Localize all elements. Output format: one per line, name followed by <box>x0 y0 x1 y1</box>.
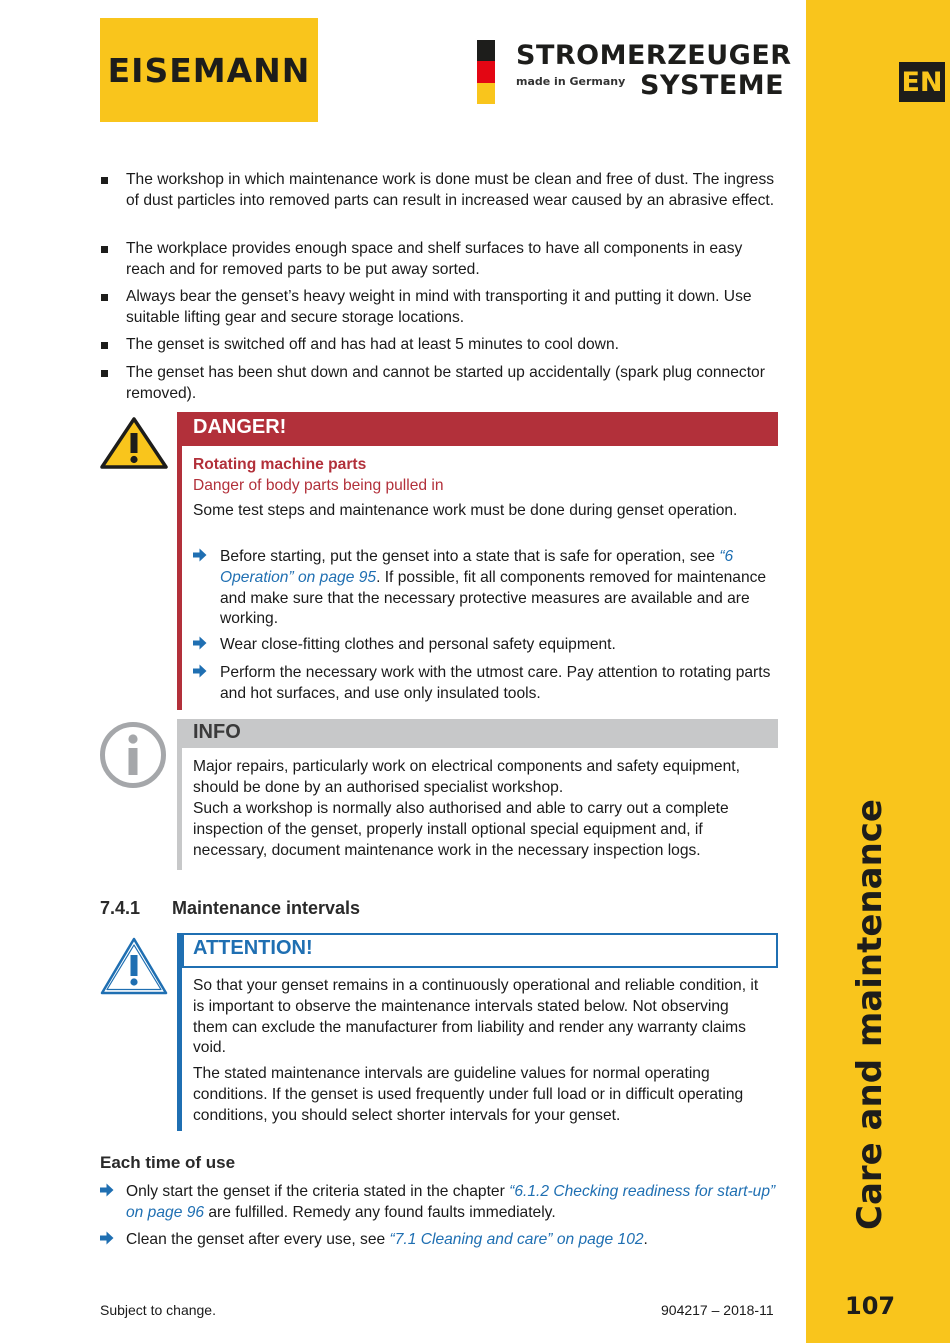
chapter-title: Care and maintenance <box>850 799 890 1230</box>
attention-triangle-icon <box>99 936 169 996</box>
footer-disclaimer: Subject to change. <box>100 1302 216 1318</box>
danger-step <box>193 635 773 656</box>
info-text-2: Such a workshop is normally also authorised and able to carry out a complete inspection of the genset, properly install optional special equipment and, if necessary, document maintenance work in the necessary inspection logs. <box>193 800 729 859</box>
each-use-item-text <box>126 1182 780 1224</box>
brand-line-2: SYSTEME <box>640 70 785 101</box>
info-header <box>182 719 778 748</box>
list-item-text: Always bear the genset’s heavy weight in mind with transporting it and putting it down. Use suitable lifting gear and secure storage locations. <box>126 288 752 326</box>
list-item-text: The genset is switched off and has had at least 5 minutes to cool down. <box>126 336 619 353</box>
info-text-1: Major repairs, particularly work on electrical components and safety equipment, should be done by an authorised specialist workshop. <box>193 758 740 796</box>
eisemann-logo <box>100 18 318 122</box>
list-item-text: The genset has been shut down and cannot be started up accidentally (spark plug connector removed). <box>126 364 765 402</box>
arrow-right-icon <box>100 1231 114 1245</box>
attention-header <box>182 933 778 968</box>
language-badge: EN <box>899 62 945 102</box>
list-item-text: The workplace provides enough space and shelf surfaces to have all components in easy reach and for removed parts to be put away sorted. <box>126 240 743 278</box>
german-flag-icon <box>477 40 495 104</box>
list-item <box>100 239 780 281</box>
attention-para-2: The stated maintenance intervals are guideline values for normal operating conditions. If the genset is used frequently under full load or in difficult operating conditions, you should select shorter intervals for your genset. <box>193 1065 744 1124</box>
each-use-item-text-b: . <box>643 1231 648 1248</box>
danger-step-text-b: . If possible, fit all components removed for maintenance and make sure that the necessary protective measures are available and are working. <box>220 568 767 628</box>
brand-line-1: STROMERZEUGER <box>516 40 792 71</box>
bullet-square-icon <box>101 294 108 301</box>
page-number: 107 <box>845 1292 896 1320</box>
bullet-square-icon <box>101 246 108 253</box>
section-number: 7.4.1 <box>100 898 141 918</box>
arrow-right-icon <box>193 664 207 678</box>
list-item <box>100 363 780 405</box>
list-item <box>100 170 780 212</box>
danger-step-text: Perform the necessary work with the utmost care. Pay attention to rotating parts and hot surfaces, and use only insulated tools. <box>220 664 771 702</box>
attention-title: ATTENTION! <box>193 937 313 959</box>
each-use-item-text-a: Only start the genset if the criteria stated in the chapter <box>126 1183 510 1200</box>
danger-title: DANGER! <box>193 416 287 438</box>
danger-subtitle: Rotating machine parts <box>193 456 367 473</box>
each-use-item <box>100 1230 780 1251</box>
info-circle-icon <box>99 721 167 789</box>
footer-doc-number: 904217 – 2018-11 <box>661 1302 774 1318</box>
each-use-item <box>100 1182 780 1224</box>
each-use-heading: Each time of use <box>100 1153 236 1172</box>
chapter-title-wrap <box>835 799 905 1230</box>
danger-header <box>182 412 778 446</box>
bullet-square-icon <box>101 370 108 377</box>
logo-text: EISEMANN <box>107 50 311 90</box>
list-item-text: The workshop in which maintenance work is done must be clean and free of dust. The ingress of dust particles into removed parts can result in increased wear caused by an abrasive effect. <box>126 171 775 209</box>
section-title: Maintenance intervals <box>172 898 361 918</box>
list-item <box>100 335 780 356</box>
operation-page-link[interactable]: “6 Operation” on page 95 <box>220 548 734 586</box>
danger-step <box>193 547 773 630</box>
each-use-item-text-a: Clean the genset after every use, see <box>126 1231 390 1248</box>
info-title: INFO <box>193 721 241 743</box>
bullet-square-icon <box>101 177 108 184</box>
warning-triangle-icon <box>99 416 169 470</box>
arrow-right-icon <box>100 1183 114 1197</box>
attention-para-1: So that your genset remains in a continuously operational and reliable condition, it is important to observe the maintenance intervals stated below. Not observing them can exclude the manufacturer from liability and render any warranty claims void. <box>193 977 759 1057</box>
danger-step-text-a: Before starting, put the genset into a state that is safe for operation, see <box>220 548 720 565</box>
danger-subtitle-2: Danger of body parts being pulled in <box>193 477 444 494</box>
brand-made-in: made in Germany <box>516 75 626 88</box>
list-item <box>100 287 780 329</box>
arrow-right-icon <box>193 548 207 562</box>
cleaning-care-link[interactable]: “7.1 Cleaning and care” on page 102 <box>389 1231 644 1248</box>
danger-step <box>193 663 773 705</box>
danger-intro: Some test steps and maintenance work must be done during genset operation. <box>193 502 738 519</box>
each-use-item-text <box>126 1230 780 1251</box>
danger-side-bar <box>177 412 182 710</box>
danger-step-text: Wear close-fitting clothes and personal safety equipment. <box>220 636 616 653</box>
bullet-square-icon <box>101 342 108 349</box>
arrow-right-icon <box>193 636 207 650</box>
each-use-item-text-b: are fulfilled. Remedy any found faults immediately. <box>204 1203 556 1221</box>
readiness-check-link[interactable]: “6.1.2 Checking readiness for start-up” on page 96 <box>126 1183 776 1221</box>
danger-step-text <box>220 547 773 630</box>
